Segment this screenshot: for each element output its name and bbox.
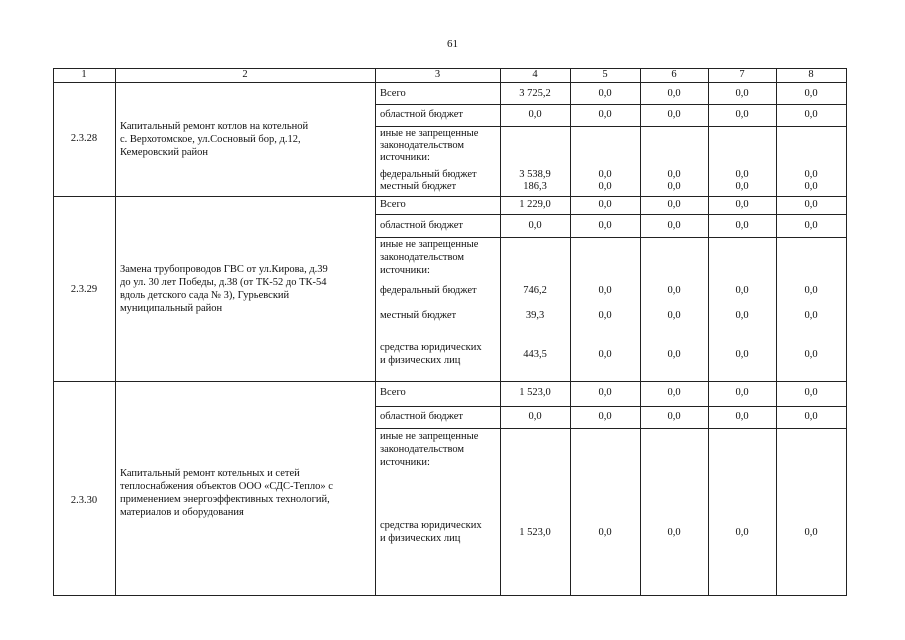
value-cell: 39,3	[525, 310, 545, 321]
value-cell: 0,0	[528, 109, 542, 120]
project-name-line: до ул. 30 лет Победы, д.38 (от ТК-52 до ТК-54	[120, 277, 327, 288]
group-divider	[53, 381, 847, 382]
value-cell: 0,0	[735, 109, 749, 120]
value-cell: 0,0	[804, 109, 818, 120]
project-name-line: материалов и оборудования	[120, 507, 244, 518]
header-cell-2: 2	[242, 69, 248, 80]
header-cell-3: 3	[434, 69, 441, 80]
value-cell: 0,0	[804, 411, 818, 422]
value-cell: 0,0	[735, 220, 749, 231]
value-cell: 1 523,0	[519, 387, 551, 398]
header-divider	[53, 82, 847, 83]
value-cell: 0,0	[598, 220, 612, 231]
project-name-line: вдоль детского сада № 3), Гурьевский	[120, 290, 290, 301]
table-border-bottom	[53, 595, 847, 596]
source-label-local: местный бюджет	[380, 310, 457, 321]
source-label-federal: федеральный бюджет	[380, 285, 477, 296]
value-cell: 443,5	[523, 349, 547, 360]
value-cell: 0,0	[804, 169, 818, 180]
value-cell: 0,0	[667, 169, 681, 180]
source-label-other: законодательством	[380, 140, 465, 151]
col-border	[776, 68, 777, 596]
value-cell: 0,0	[735, 349, 749, 360]
source-label-total: Всего	[380, 88, 406, 99]
col-border	[846, 68, 847, 596]
col-border	[500, 68, 501, 596]
value-cell: 0,0	[598, 349, 612, 360]
value-cell: 0,0	[667, 527, 681, 538]
value-cell: 0,0	[804, 88, 818, 99]
source-label-legal-persons: и физических лиц	[380, 533, 461, 544]
value-cell: 0,0	[667, 88, 681, 99]
value-cell: 0,0	[598, 181, 612, 192]
col-border	[708, 68, 709, 596]
source-label-local: местный бюджет	[380, 181, 457, 192]
header-cell-6: 6	[671, 69, 677, 80]
value-cell: 0,0	[735, 310, 749, 321]
header-cell-8: 8	[808, 69, 814, 80]
col-border	[375, 68, 376, 596]
value-cell: 1 229,0	[519, 199, 551, 210]
row-code: 2.3.29	[70, 284, 98, 295]
source-label-total: Всего	[380, 199, 406, 210]
value-cell: 0,0	[735, 527, 749, 538]
source-label-other: законодательством	[380, 444, 465, 455]
value-cell: 0,0	[667, 181, 681, 192]
value-cell: 0,0	[667, 349, 681, 360]
project-name-line: муниципальный район	[120, 303, 223, 314]
source-label-other: иные не запрещенные	[380, 431, 479, 442]
value-cell: 0,0	[804, 349, 818, 360]
value-cell: 0,0	[667, 285, 681, 296]
value-cell: 0,0	[735, 199, 749, 210]
value-cell: 746,2	[523, 285, 547, 296]
col-border	[115, 68, 116, 596]
value-cell: 0,0	[667, 199, 681, 210]
source-label-legal-persons: и физических лиц	[380, 355, 461, 366]
project-name-line: применением энергоэффективных технологий,	[120, 494, 330, 505]
value-cell: 0,0	[804, 527, 818, 538]
group-divider	[53, 196, 847, 197]
source-label-regional: областной бюджет	[380, 109, 463, 120]
value-cell: 0,0	[598, 169, 612, 180]
header-cell-1: 1	[81, 69, 87, 80]
project-name-line: Замена трубопроводов ГВС от ул.Кирова, д.39	[120, 264, 328, 275]
source-label-regional: областной бюджет	[380, 220, 463, 231]
project-name-line: с. Верхотомское, ул.Сосновый бор, д.12,	[120, 134, 301, 145]
value-cell: 0,0	[804, 285, 818, 296]
source-label-other: источники:	[380, 265, 430, 276]
value-cell: 0,0	[598, 411, 612, 422]
value-cell: 0,0	[598, 199, 612, 210]
header-cell-4: 4	[532, 69, 538, 80]
value-cell: 186,3	[523, 181, 547, 192]
col-border	[53, 68, 54, 596]
col-border	[640, 68, 641, 596]
value-cell: 0,0	[598, 285, 612, 296]
col-border	[570, 68, 571, 596]
project-name-line: Кемеровский район	[120, 147, 208, 158]
value-cell: 0,0	[667, 220, 681, 231]
project-name-line: теплоснабжения объектов ООО «СДС-Тепло» с	[120, 481, 333, 492]
value-cell: 0,0	[804, 310, 818, 321]
source-label-federal: федеральный бюджет	[380, 169, 477, 180]
page-number: 61	[447, 38, 458, 50]
value-cell: 0,0	[804, 387, 818, 398]
row-code: 2.3.28	[70, 133, 98, 144]
row-code: 2.3.30	[70, 495, 98, 506]
value-cell: 0,0	[735, 411, 749, 422]
project-name-line: Капитальный ремонт котельных и сетей	[120, 468, 300, 479]
value-cell: 3 538,9	[519, 169, 551, 180]
source-label-other: иные не запрещенные	[380, 128, 479, 139]
value-cell: 0,0	[598, 527, 612, 538]
value-cell: 0,0	[598, 109, 612, 120]
value-cell: 0,0	[667, 310, 681, 321]
header-cell-7: 7	[739, 69, 745, 80]
source-label-other: законодательством	[380, 252, 465, 263]
value-cell: 0,0	[528, 411, 542, 422]
value-cell: 0,0	[598, 310, 612, 321]
header-cell-5: 5	[602, 69, 608, 80]
source-label-legal-persons: средства юридических	[380, 342, 482, 353]
source-label-total: Всего	[380, 387, 406, 398]
value-cell: 0,0	[598, 88, 612, 99]
value-cell: 0,0	[598, 387, 612, 398]
project-name-line: Капитальный ремонт котлов на котельной	[120, 121, 309, 132]
value-cell: 0,0	[735, 387, 749, 398]
value-cell: 0,0	[667, 387, 681, 398]
value-cell: 0,0	[735, 285, 749, 296]
value-cell: 1 523,0	[519, 527, 551, 538]
source-label-legal-persons: средства юридических	[380, 520, 482, 531]
value-cell: 0,0	[667, 411, 681, 422]
value-cell: 0,0	[804, 199, 818, 210]
source-label-other: иные не запрещенные	[380, 239, 479, 250]
source-label-other: источники:	[380, 457, 430, 468]
value-cell: 3 725,2	[519, 88, 551, 99]
value-cell: 0,0	[735, 169, 749, 180]
value-cell: 0,0	[528, 220, 542, 231]
value-cell: 0,0	[804, 181, 818, 192]
value-cell: 0,0	[735, 181, 749, 192]
source-label-regional: областной бюджет	[380, 411, 463, 422]
value-cell: 0,0	[804, 220, 818, 231]
source-label-other: источники:	[380, 152, 430, 163]
value-cell: 0,0	[735, 88, 749, 99]
value-cell: 0,0	[667, 109, 681, 120]
